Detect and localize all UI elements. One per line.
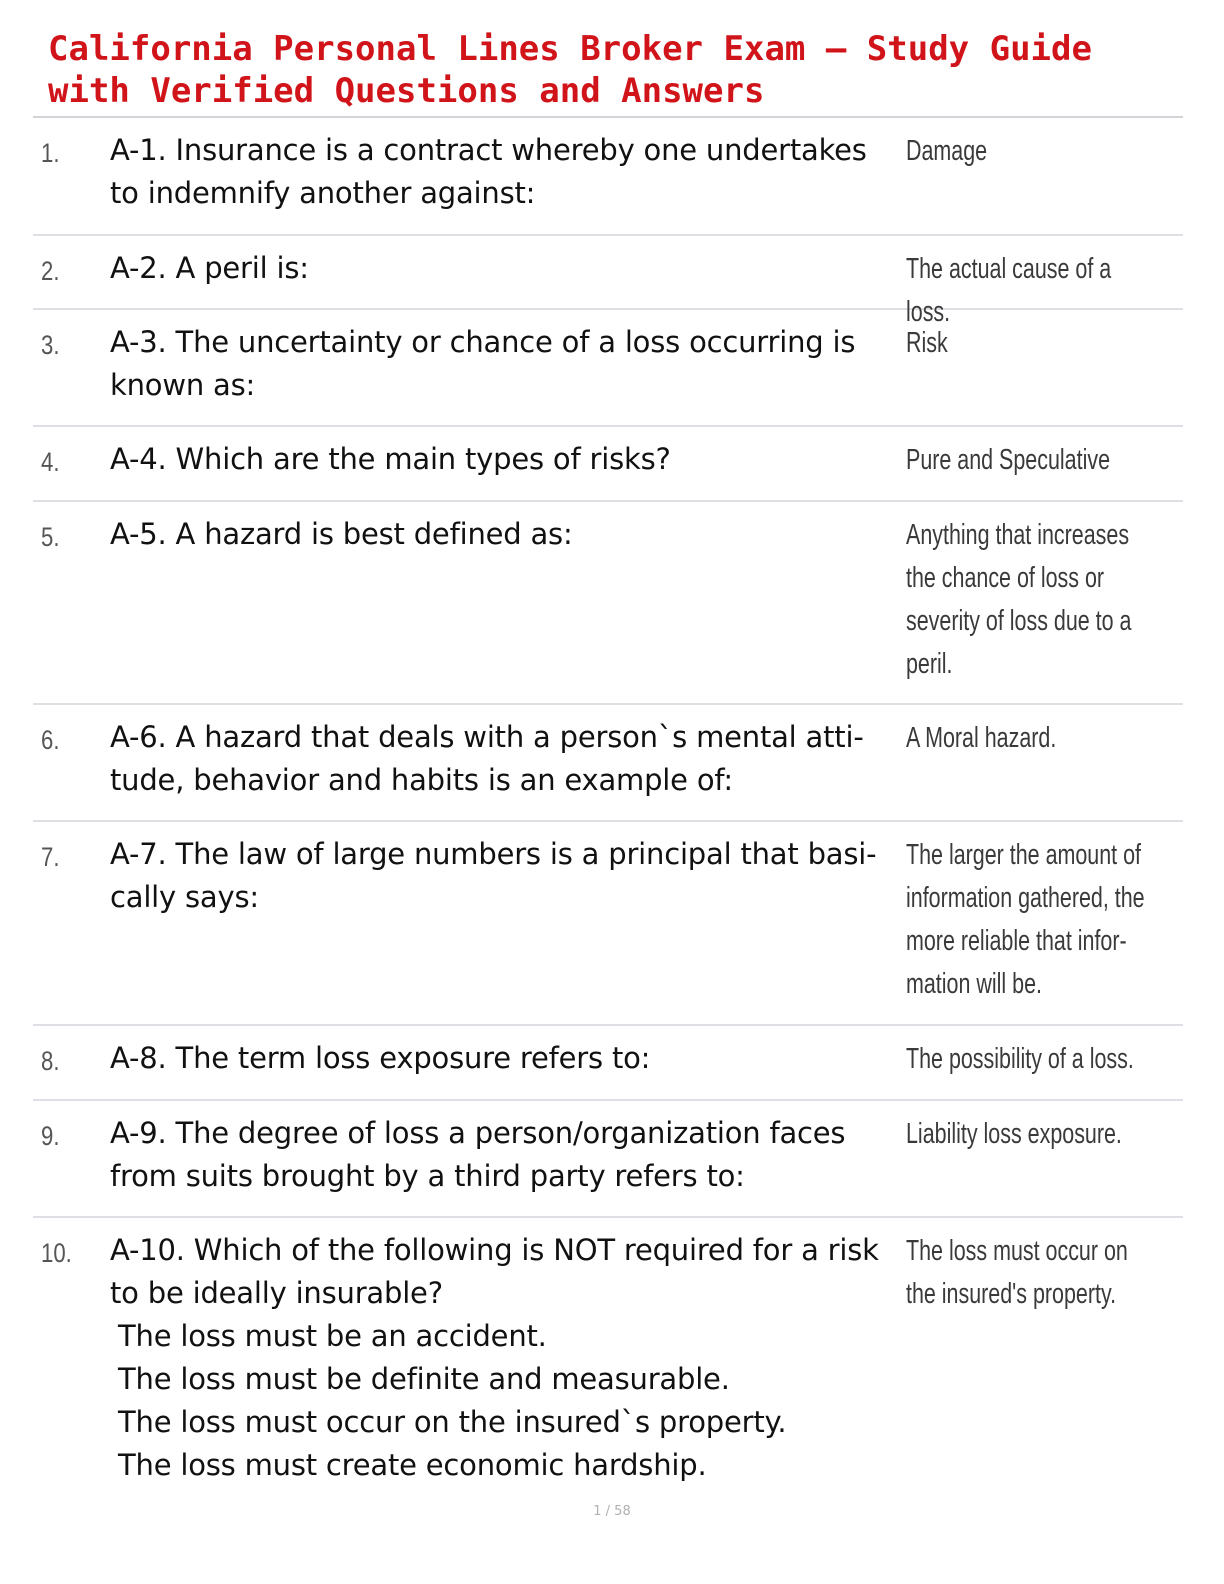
question-number: 5. <box>41 522 60 552</box>
answer-text: The larger the amount of information gathered, the more reliable that infor- mation will be. <box>906 839 1145 1000</box>
question-text: A-8. The term loss exposure refers to: <box>110 1041 651 1075</box>
qa-row <box>33 1101 1183 1218</box>
answer-option: The loss must be an accident. <box>118 1319 547 1353</box>
question-number: 7. <box>41 842 60 872</box>
document-title: California Personal Lines Broker Exam – Study Guide with Verified Questions and Answers <box>48 29 1092 111</box>
answer-options <box>110 1315 900 1487</box>
qa-row <box>33 236 1183 328</box>
question-text: A-6. A hazard that deals with a person`s mental atti- tude, behavior and habits is an example of: <box>110 720 864 797</box>
question-text: A-7. The law of large numbers is a principal that basi- cally says: <box>110 837 877 914</box>
answer-text: Pure and Speculative <box>906 444 1111 476</box>
qa-row <box>33 705 1183 822</box>
answer-text: The loss must occur on the insured's property. <box>906 1235 1128 1310</box>
page-indicator: 1 / 58 <box>593 1504 631 1519</box>
qa-list <box>33 118 1183 1488</box>
answer-text: Anything that increases the chance of loss or severity of loss due to a peril. <box>906 519 1132 680</box>
question-number: 3. <box>41 330 60 360</box>
question-number: 1. <box>41 138 60 168</box>
qa-row <box>33 118 1183 236</box>
qa-row <box>33 310 1183 427</box>
qa-row <box>33 822 1183 1026</box>
qa-row <box>33 1026 1183 1101</box>
qa-row <box>33 502 1183 705</box>
question-number: 6. <box>41 725 60 755</box>
answer-text: Liability loss exposure. <box>906 1118 1122 1150</box>
question-text: A-3. The uncertainty or chance of a loss occurring is known as: <box>110 325 856 402</box>
question-text <box>110 1229 900 1487</box>
answer-text: A Moral hazard. <box>906 722 1057 754</box>
question-stem: A-10. Which of the following is NOT required for a risk to be ideally insurable? <box>110 1233 879 1310</box>
qa-row <box>33 427 1183 502</box>
answer-option: The loss must be definite and measurable. <box>118 1362 730 1396</box>
question-text: A-9. The degree of loss a person/organization faces from suits brought by a third party refers to: <box>110 1116 846 1193</box>
question-number: 4. <box>41 447 60 477</box>
answer-text: The actual cause of a loss. <box>906 253 1112 328</box>
answer-text: The possibility of a loss. <box>906 1043 1134 1075</box>
question-number: 2. <box>41 256 60 286</box>
answer-text: Risk <box>906 327 948 359</box>
question-text: A-1. Insurance is a contract whereby one undertakes to indemnify another against: <box>110 133 867 210</box>
question-text: A-5. A hazard is best defined as: <box>110 517 573 551</box>
answer-text: Damage <box>906 135 988 167</box>
qa-row <box>33 1218 1183 1488</box>
question-number: 10. <box>41 1238 72 1268</box>
question-text: A-4. Which are the main types of risks? <box>110 442 671 476</box>
answer-option: The loss must occur on the insured`s property. <box>118 1405 787 1439</box>
question-text: A-2. A peril is: <box>110 251 309 285</box>
question-number: 8. <box>41 1046 60 1076</box>
answer-option: The loss must create economic hardship. <box>118 1448 707 1482</box>
question-number: 9. <box>41 1121 60 1151</box>
